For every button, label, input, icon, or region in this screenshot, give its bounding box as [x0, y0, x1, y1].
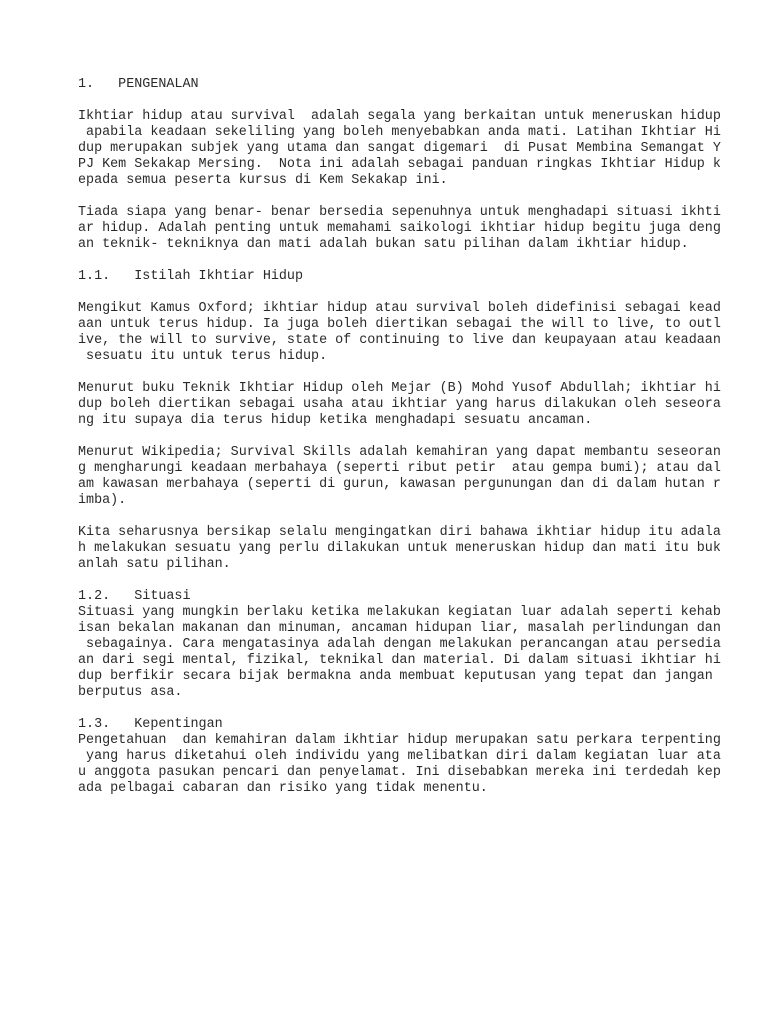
text-line: Tiada siapa yang benar- benar bersedia sepenuhnya untuk menghadapi situasi ikhti: [78, 205, 721, 220]
text-line: ar hidup. Adalah penting untuk memahami saikologi ikhtiar hidup begitu juga deng: [78, 221, 721, 236]
text-line: 1.2. Situasi: [78, 589, 191, 604]
text-line: imba).: [78, 493, 127, 508]
text-line: berputus asa.: [78, 685, 183, 700]
text-line: Pengetahuan dan kemahiran dalam ikhtiar hidup merupakan satu perkara terpenting: [78, 733, 721, 748]
paragraph-gap: [78, 189, 758, 205]
document-body: [78, 77, 758, 797]
text-line: an teknik- tekniknya dan mati adalah bukan satu pilihan dalam ikhtiar hidup.: [78, 237, 689, 252]
text-line: 1. PENGENALAN: [78, 77, 199, 92]
paragraph-gap: [78, 365, 758, 381]
text-line: 1.1. Istilah Ikhtiar Hidup: [78, 269, 303, 284]
text-line: isan bekalan makanan dan minuman, ancaman hidupan liar, masalah perlindungan dan: [78, 621, 721, 636]
text-line: anlah satu pilihan.: [78, 557, 231, 572]
text-line: h melakukan sesuatu yang perlu dilakukan untuk meneruskan hidup dan mati itu buk: [78, 541, 721, 556]
text-line: sebagainya. Cara mengatasinya adalah dengan melakukan perancangan atau persedia: [78, 637, 721, 652]
text-line: apabila keadaan sekeliling yang boleh menyebabkan anda mati. Latihan Ikhtiar Hi: [78, 125, 721, 140]
paragraph-gap: [78, 509, 758, 525]
paragraph-gap: [78, 253, 758, 269]
text-line: am kawasan merbahaya (seperti di gurun, kawasan pergunungan dan di dalam hutan r: [78, 477, 721, 492]
paragraph-gap: [78, 285, 758, 301]
text-line: ive, the will to survive, state of continuing to live dan keupayaan atau keadaan: [78, 333, 721, 348]
text-line: ada pelbagai cabaran dan risiko yang tidak menentu.: [78, 781, 488, 796]
paragraph-bersikap: [78, 525, 758, 573]
text-line: PJ Kem Sekakap Mersing. Nota ini adalah sebagai panduan ringkas Ikhtiar Hidup k: [78, 157, 721, 172]
text-line: Situasi yang mungkin berlaku ketika melakukan kegiatan luar adalah seperti kehab: [78, 605, 721, 620]
paragraph-gap: [78, 429, 758, 445]
section-kepentingan: [78, 717, 758, 797]
paragraph-gap: [78, 701, 758, 717]
paragraph-persediaan: [78, 205, 758, 253]
text-line: aan untuk terus hidup. Ia juga boleh diertikan sebagai the will to live, to outl: [78, 317, 721, 332]
text-line: dup berfikir secara bijak bermakna anda membuat keputusan yang tepat dan jangan: [78, 669, 713, 684]
text-line: Mengikut Kamus Oxford; ikhtiar hidup atau survival boleh didefinisi sebagai kead: [78, 301, 721, 316]
text-line: epada semua peserta kursus di Kem Sekakap ini.: [78, 173, 448, 188]
text-line: Menurut Wikipedia; Survival Skills adalah kemahiran yang dapat membantu seseoran: [78, 445, 721, 460]
section-situasi: [78, 589, 758, 701]
paragraph-mejar: [78, 381, 758, 429]
text-line: dup boleh diertikan sebagai usaha atau ikhtiar yang harus dilakukan oleh seseora: [78, 397, 721, 412]
paragraph-intro: [78, 109, 758, 189]
text-line: dup merupakan subjek yang utama dan sangat digemari di Pusat Membina Semangat Y: [78, 141, 721, 156]
text-line: g mengharungi keadaan merbahaya (seperti ribut petir atau gempa bumi); atau dal: [78, 461, 721, 476]
text-line: ng itu supaya dia terus hidup ketika menghadapi sesuatu ancaman.: [78, 413, 593, 428]
text-line: an dari segi mental, fizikal, teknikal dan material. Di dalam situasi ikhtiar hi: [78, 653, 721, 668]
paragraph-gap: [78, 573, 758, 589]
text-line: sesuatu itu untuk terus hidup.: [78, 349, 328, 364]
paragraph-oxford: [78, 301, 758, 365]
paragraph-gap: [78, 93, 758, 109]
text-line: Ikhtiar hidup atau survival adalah segala yang berkaitan untuk meneruskan hidup: [78, 109, 721, 124]
heading-pengenalan: [78, 77, 758, 93]
text-line: yang harus diketahui oleh individu yang melibatkan diri dalam kegiatan luar ata: [78, 749, 721, 764]
text-line: Menurut buku Teknik Ikhtiar Hidup oleh Mejar (B) Mohd Yusof Abdullah; ikhtiar hi: [78, 381, 721, 396]
heading-istilah: [78, 269, 758, 285]
text-line: u anggota pasukan pencari dan penyelamat. Ini disebabkan mereka ini terdedah kep: [78, 765, 721, 780]
paragraph-wikipedia: [78, 445, 758, 509]
text-line: 1.3. Kepentingan: [78, 717, 223, 732]
text-line: Kita seharusnya bersikap selalu mengingatkan diri bahawa ikhtiar hidup itu adala: [78, 525, 721, 540]
